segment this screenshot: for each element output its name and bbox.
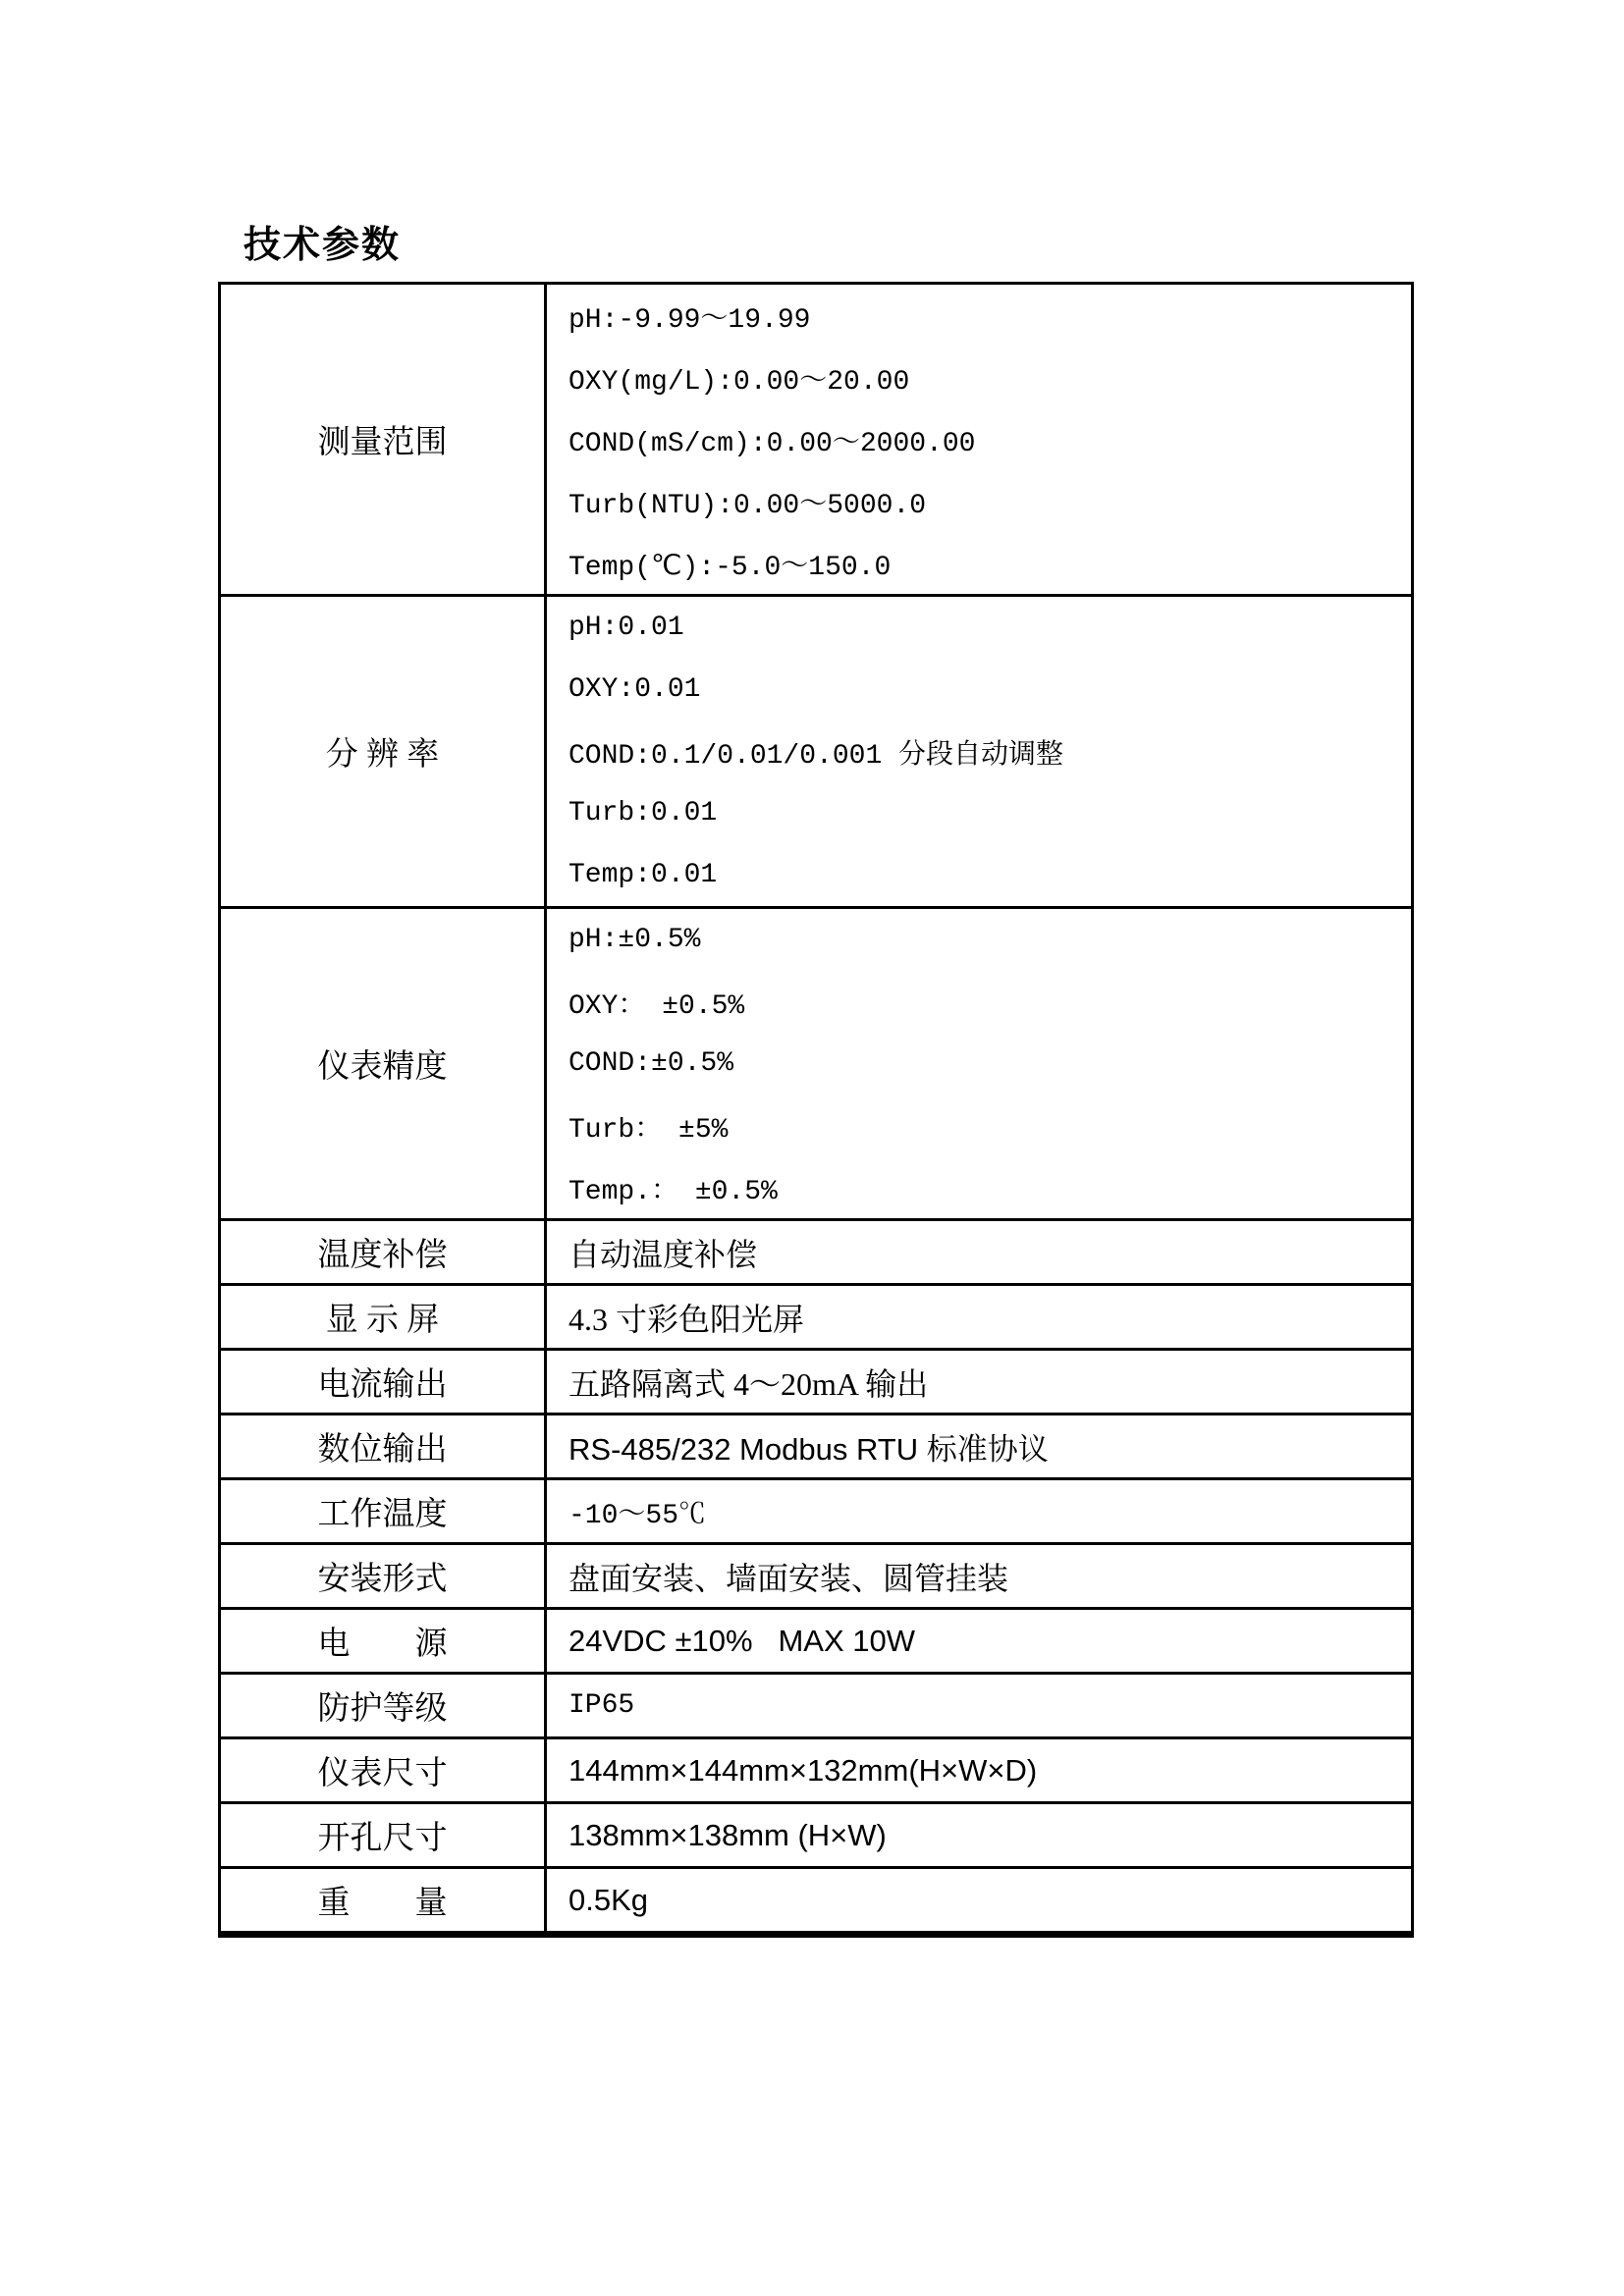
row-label-cell [221, 597, 547, 906]
row-label: 工作温度 [317, 1497, 448, 1532]
row-value-cell [547, 1739, 1411, 1801]
row-meter-size [221, 1736, 1411, 1801]
row-value-cell [547, 1545, 1411, 1607]
value-line: COND(mS/cm):0.00～2000.00 [568, 428, 976, 459]
row-digital-output [221, 1413, 1411, 1477]
row-label-cell [221, 285, 547, 594]
row-measure-range [221, 285, 1411, 594]
row-value-cell [547, 1675, 1411, 1736]
value-line: 4.3 寸彩色阳光屏 [568, 1301, 805, 1337]
row-label: 防护等级 [317, 1691, 448, 1727]
value-line: Temp:0.01 [568, 860, 718, 890]
value-line: OXY： ±0.5% [568, 990, 745, 1022]
row-value-cell [547, 285, 1411, 594]
value-line: pH:±0.5% [568, 925, 701, 955]
row-value-cell [547, 1415, 1411, 1477]
row-label-cell [221, 1351, 547, 1413]
value-line: 盘面安装、墙面安装、圆管挂装 [568, 1560, 1009, 1596]
spec-table [218, 282, 1414, 1938]
value-line: IP65 [568, 1690, 635, 1721]
row-label: 数位输出 [317, 1432, 448, 1468]
value-line: COND:0.1/0.01/0.001 分段自动调整 [568, 740, 1064, 772]
row-label-cell [221, 909, 547, 1218]
row-label: 显 示 屏 [325, 1303, 440, 1338]
row-value-cell [547, 1804, 1411, 1866]
row-label-cell [221, 1286, 547, 1348]
row-label: 测量范围 [317, 425, 448, 460]
page-title: 技术参数 [244, 225, 402, 266]
value-line: 138mm×138mm (H×W) [568, 1817, 887, 1852]
row-display [221, 1283, 1411, 1348]
row-label-cell [221, 1545, 547, 1607]
value-line: OXY:0.01 [568, 674, 701, 705]
value-line: pH:0.01 [568, 613, 684, 643]
row-label: 电流输出 [317, 1367, 448, 1403]
row-working-temp [221, 1477, 1411, 1542]
row-accuracy [221, 906, 1411, 1218]
value-line: 24VDC ±10% MAX 10W [568, 1623, 915, 1658]
row-weight [221, 1866, 1411, 1931]
value-line: Turb(NTU):0.00～5000.0 [568, 490, 927, 521]
value-line: Temp.： ±0.5% [568, 1176, 778, 1207]
row-resolution [221, 594, 1411, 906]
value-line: 144mm×144mm×132mm(H×W×D) [568, 1752, 1038, 1788]
value-line: pH:-9.99～19.99 [568, 304, 811, 336]
row-value-cell [547, 1221, 1411, 1283]
row-label-cell [221, 1739, 547, 1801]
row-value-cell [547, 1480, 1411, 1542]
row-label: 分 辨 率 [325, 737, 440, 773]
row-protection-rating [221, 1672, 1411, 1736]
row-power [221, 1607, 1411, 1672]
value-line: -10～55℃ [568, 1500, 707, 1531]
row-cutout-size [221, 1801, 1411, 1866]
row-label-cell [221, 1804, 547, 1866]
row-label: 安装形式 [317, 1562, 448, 1597]
row-label: 电 源 [317, 1627, 448, 1662]
row-value-cell [547, 909, 1411, 1218]
row-value-cell [547, 1286, 1411, 1348]
value-line: OXY(mg/L):0.00～20.00 [568, 366, 910, 398]
row-label-cell [221, 1869, 547, 1931]
row-label: 仪表精度 [317, 1049, 448, 1085]
value-line: 五路隔离式 4～20mA 输出 [568, 1365, 929, 1402]
row-label-cell [221, 1675, 547, 1736]
value-line: Temp(℃):-5.0～150.0 [568, 552, 892, 583]
row-label: 重 量 [317, 1886, 448, 1921]
row-label-cell [221, 1610, 547, 1672]
value-line: Turb:0.01 [568, 798, 718, 828]
row-label-cell [221, 1221, 547, 1283]
row-mounting [221, 1542, 1411, 1607]
row-value-cell [547, 1869, 1411, 1931]
row-value-cell [547, 597, 1411, 906]
value-line: COND:±0.5% [568, 1048, 734, 1079]
row-label: 仪表尺寸 [317, 1756, 448, 1791]
row-label-cell [221, 1480, 547, 1542]
value-line: 自动温度补偿 [568, 1236, 758, 1272]
row-temp-compensation [221, 1218, 1411, 1283]
value-line: RS-485/232 Modbus RTU 标准协议 [568, 1432, 1049, 1467]
row-label: 开孔尺寸 [317, 1821, 448, 1856]
row-current-output [221, 1348, 1411, 1413]
value-line: 0.5Kg [568, 1882, 649, 1917]
row-label-cell [221, 1415, 547, 1477]
row-value-cell [547, 1351, 1411, 1413]
row-label: 温度补偿 [317, 1238, 448, 1273]
row-value-cell [547, 1610, 1411, 1672]
value-line: Turb： ±5% [568, 1114, 729, 1146]
